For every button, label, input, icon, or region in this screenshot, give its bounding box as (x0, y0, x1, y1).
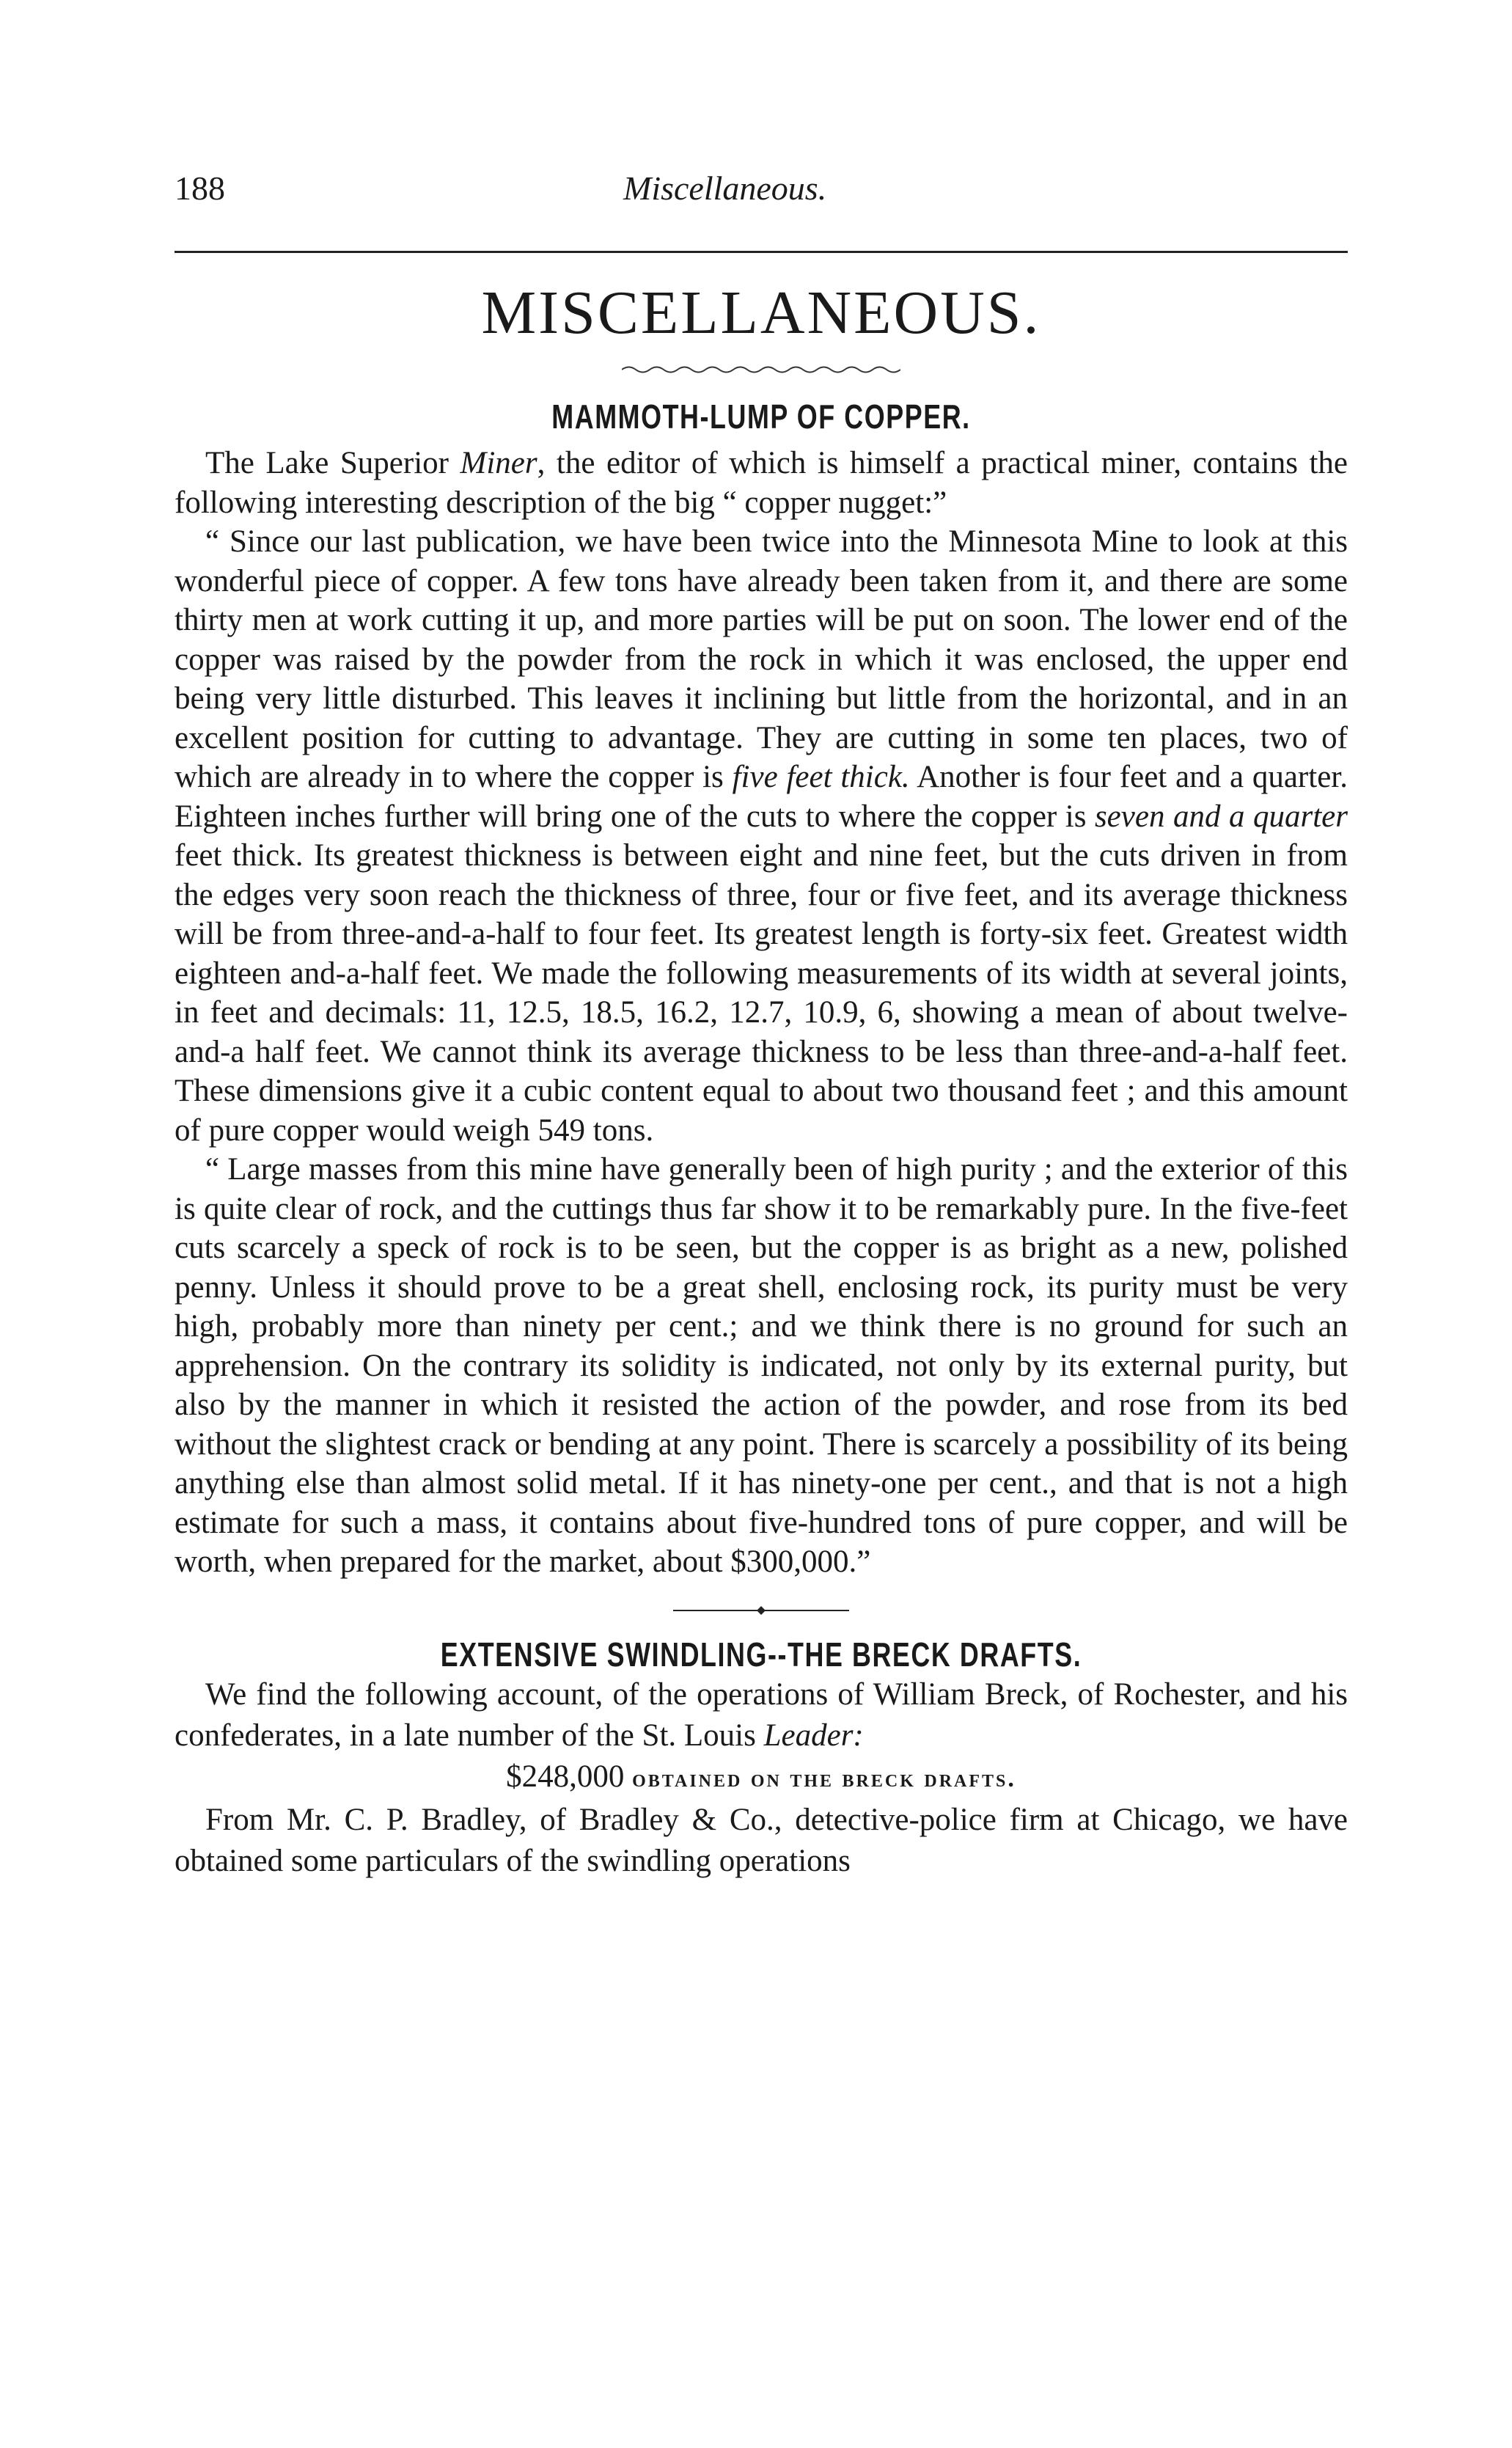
article2-paragraph-1 (175, 1674, 1348, 1756)
section-divider (673, 1605, 849, 1616)
section-title: MISCELLANEOUS. (481, 279, 1041, 347)
subhead-text: obtained on the breck drafts. (632, 1764, 1016, 1792)
article1-paragraph-3 (175, 1150, 1348, 1582)
page-number: 188 (175, 169, 225, 207)
running-header (175, 169, 1348, 213)
text-run: We find the following account, of the operations of William Breck, of Rochester, and his confederates, in a late number of the St. Louis (175, 1676, 1348, 1753)
italic-run: Leader: (763, 1718, 864, 1753)
italic-run: seven and a quarter (1094, 799, 1348, 834)
article2-subhead (175, 1756, 1348, 1800)
italic-run: five feet thick. (732, 760, 910, 794)
text-run: Another is four feet and a quarter. Eighteen inches further will bring one of the cuts to where the copper is (175, 760, 1348, 834)
header-rule (175, 251, 1348, 253)
article-heading-breck: EXTENSIVE SWINDLING--THE BRECK DRAFTS. (440, 1635, 1082, 1674)
running-title: Miscellaneous. (623, 169, 827, 207)
document-page (175, 169, 1348, 1882)
article2-paragraph-2 (175, 1800, 1348, 1882)
subhead-amount: $248,000 (506, 1759, 625, 1794)
article-heading-copper: MAMMOTH-LUMP OF COPPER. (551, 397, 971, 436)
article1-paragraph-2 (175, 522, 1348, 1150)
text-run: From Mr. C. P. Bradley, of Bradley & Co., detective-police firm at Chicago, we have obtained some particulars of the swindling operations (175, 1802, 1348, 1878)
text-run: , the editor of which is himself a practical miner, contains the following interesting description of the big “ copper nugget:” (175, 446, 1348, 520)
wavy-ornament (622, 364, 900, 375)
italic-run: Miner (460, 446, 537, 480)
text-run: “ Large masses from this mine have generally been of high purity ; and the exterior of this is quite clear of rock, and the cuttings thus far show it to be remarkably pure. In the five-feet cuts scarcely a speck of rock is to be seen, but the copper is as bright as a new, polished penny. Unless it should prove to be a great shell, enclosing rock, its purity must be very high, probably more than ninety per cent.; and we think there is no ground for such an apprehension. On the contrary its solidity is indicated, not only by its external purity, but also by the manner in which it resisted the action of the powder, and rose from its bed without the slightest crack or bending at any point. There is scarcely a possibility of its being anything else than almost solid metal. If it has ninety-one per cent., and that is not a high estimate for such a mass, it contains about five-hundred tons of pure copper, and will be worth, when prepared for the market, about $300,000.” (175, 1152, 1348, 1579)
article1-paragraph-1 (175, 444, 1348, 522)
text-run: “ Since our last publication, we have been twice into the Minnesota Mine to look at this wonderful piece of copper. A few tons have already been taken from it, and there are some thirty men at work cutting it up, and more parties will be put on soon. The lower end of the copper was raised by the powder from the rock in which it was enclosed, the upper end being very little disturbed. This leaves it inclining but little from the horizontal, and in an excellent position for cutting to advantage. They are cutting in some ten places, two of which are already in to where the copper is (175, 524, 1348, 794)
text-run: The Lake Superior (205, 446, 460, 480)
text-run: feet thick. Its greatest thickness is between eight and nine feet, but the cuts driven in from the edges very soon reach the thickness of three, four or five feet, and its average thickness will be from three-and-a-half to four feet. Its greatest length is forty-six feet. Greatest width eighteen and-a-half feet. We made the following measurements of its width at several joints, in feet and decimals: 11, 12.5, 18.5, 16.2, 12.7, 10.9, 6, showing a mean of about twelve-and-a half feet. We cannot think its average thickness to be less than three-and-a-half feet. These dimensions give it a cubic content equal to about two thousand feet ; and this amount of pure copper would weigh 549 tons. (175, 838, 1348, 1148)
